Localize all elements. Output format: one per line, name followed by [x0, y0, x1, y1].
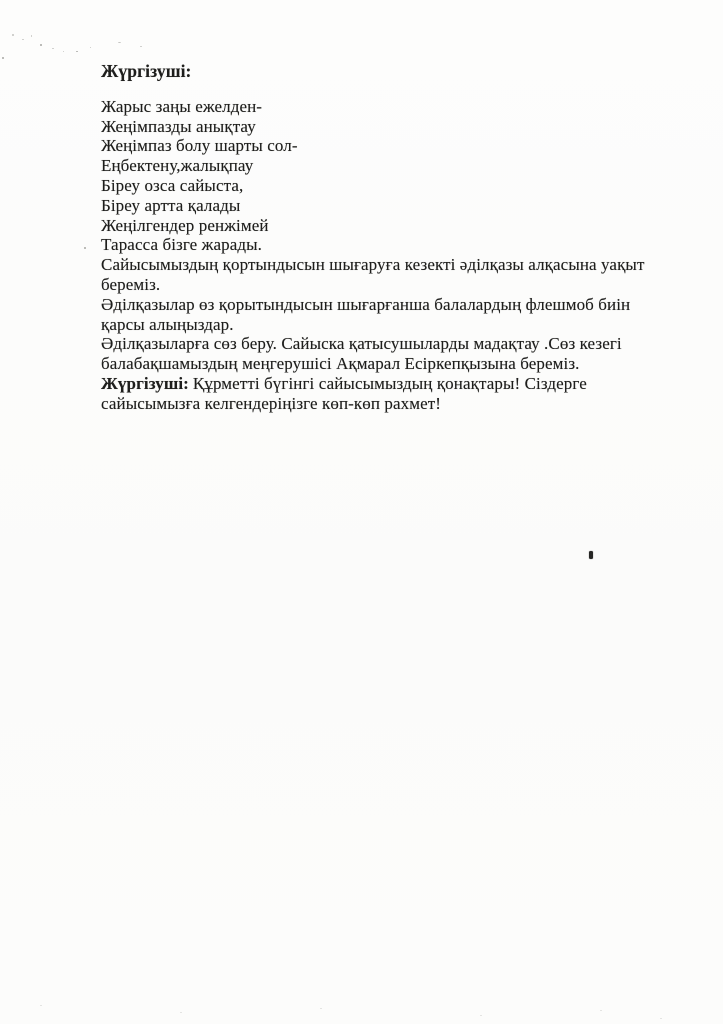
- closing-text: Құрметті бүгінгі сайысымыздың қонақтары! Сіздерге: [192, 373, 587, 393]
- paragraph-line: Әділқазыларға сөз беру. Сайыска қатысушыларды мадақтау .Сөз кезегі: [101, 334, 622, 354]
- scan-speck: [90, 47, 91, 48]
- ink-speck: [589, 551, 593, 559]
- scan-speck: [31, 35, 32, 37]
- poem-line: Тарасса бізге жарады.: [101, 235, 263, 255]
- poem-line: Жеңімпазды анықтау: [101, 116, 256, 136]
- poem-line: Біреу артта қалады: [101, 195, 241, 215]
- scan-speck: [84, 247, 86, 249]
- paragraph-line: қарсы алыңыздар.: [101, 314, 234, 334]
- speaker-label: Жүргізуші:: [101, 373, 189, 393]
- scan-speck: [2, 57, 4, 59]
- poem-line: Жарыс заңы ежелден-: [101, 96, 263, 116]
- speaker-heading: Жүргізуші:: [101, 61, 192, 81]
- scan-speck: [480, 1015, 482, 1016]
- poem-line: Еңбектену,жалықпау: [101, 156, 254, 176]
- closing-line: [101, 374, 661, 394]
- scan-speck: [22, 39, 24, 40]
- scan-speck: [40, 44, 42, 46]
- paragraph-line: Сайысымыздың қортындысын шығаруға кезекті әділқазы алқасына уақыт: [101, 255, 645, 275]
- poem-line: Біреу озса сайыста,: [101, 175, 244, 195]
- document-text-block: [101, 62, 661, 414]
- scan-speck: [63, 51, 64, 52]
- paragraph-line: береміз.: [101, 274, 161, 294]
- scan-speck: [180, 1012, 182, 1013]
- poem-line: Жеңілгендер ренжімей: [101, 215, 269, 235]
- scan-speck: [660, 1018, 662, 1019]
- scan-speck: [12, 34, 14, 36]
- scan-speck: [320, 1008, 322, 1009]
- paragraph-line: Әділқазылар өз қорытындысын шығарғанша балалардың флешмоб биін: [101, 294, 631, 314]
- scan-speck: [140, 46, 142, 47]
- scan-speck: [40, 1005, 42, 1006]
- scan-speck: [52, 48, 54, 49]
- poem-line: Жеңімпаз болу шарты сол-: [101, 136, 298, 156]
- scan-speck: [118, 42, 121, 43]
- scan-speck: [600, 1010, 602, 1011]
- scan-speck: [76, 51, 78, 52]
- closing-line: сайысымызға келгендеріңізге көп-көп рахмет!: [101, 393, 442, 413]
- paragraph-line: балабақшамыздың меңгерушісі Ақмарал Есіркепқызына береміз.: [101, 354, 580, 374]
